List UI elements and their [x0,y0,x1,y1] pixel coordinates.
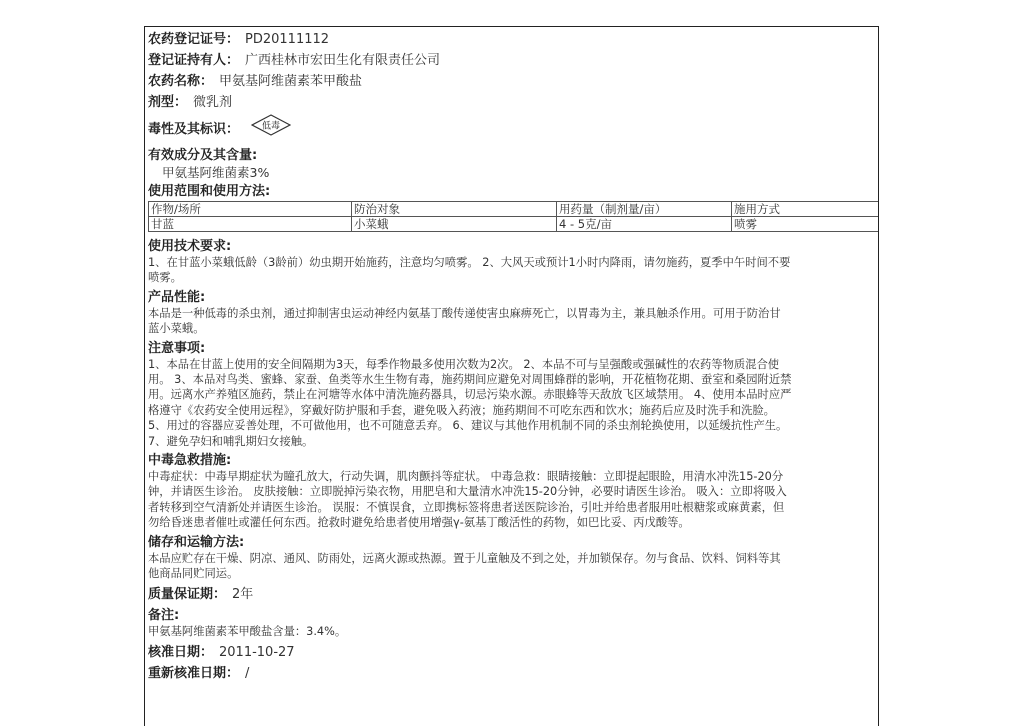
text-line: 5、用过的容器应妥善处理，不可做他用，也不可随意丢弃。 6、建议与其他作用机制不同的杀虫剂轮换使用，以延缓抗性产生。 [148,419,788,433]
approval-date-row [148,643,876,664]
low-toxicity-badge-icon [251,114,291,145]
formulation-label: 剂型： [148,95,188,110]
technical-requirements-heading: 使用技术要求: [148,239,232,254]
pesticide-name-label: 农药名称： [148,74,214,89]
usage-table-header-row [149,202,879,217]
text-line: 用。远离水产养殖区施药，禁止在河塘等水体中清洗施药器具，切忌污染水源。赤眼蜂等天敌放飞区域禁用。 4、使用本品时应严 [148,388,792,402]
usage-table [148,201,879,232]
text-line: 他商品同贮同运。 [148,567,239,581]
holder-value: 广西桂林市宏田生化有限责任公司 [245,53,441,68]
performance-heading: 产品性能: [148,289,206,305]
usage-header-method: 施用方式 [732,202,879,217]
text-line: 钟，并请医生诊治。 皮肤接触：立即脱掉污染衣物，用肥皂和大量清水冲洗15-20分钟，必要时请医生诊治。 吸入：立即将吸入 [148,485,787,499]
text-line: 蓝小菜蛾。 [148,322,205,336]
usage-header-crop: 作物/场所 [149,202,352,217]
shelf-life-value: 2年 [232,586,254,602]
precautions-text [148,357,876,449]
first-aid-text [148,469,876,531]
remarks-heading: 备注: [148,607,180,623]
technical-requirements-text [148,255,876,286]
usage-header-target: 防治对象 [352,202,557,217]
text-line: 本品应贮存在干燥、阴凉、通风、防雨处，远离火源或热源。置于儿童触及不到之处，并加锁保存。勿与食品、饮料、饲料等其 [148,551,781,565]
usage-header-dosage: 用药量（制剂量/亩） [557,202,732,217]
text-line: 格遵守《农药安全使用远程》，穿戴好防护服和手套，避免吸入药液；施药期间不可吃东西和饮水；施药后应及时洗手和洗脸。 [148,403,775,417]
text-line: 1、本品在甘蓝上使用的安全间隔期为3天，每季作物最多使用次数为2次。 2、本品不可与呈强酸或强碱性的农药等物质混合使 [148,357,780,371]
label-document [144,26,879,726]
usage-table-row [149,217,879,232]
usage-heading: 使用范围和使用方法: [148,184,271,199]
first-aid-heading: 中毒急救措施: [148,453,232,469]
text-line: 勿给昏迷患者催吐或灌任何东西。抢救时避免给患者使用增强γ-氨基丁酸活性的药物，如巴比妥、丙戊酸等。 [148,516,690,530]
remarks-value: 甲氨基阿维菌素苯甲酸盐含量：3.4%。 [148,624,347,638]
toxicity-label: 毒性及其标识： [148,122,240,137]
active-ingredient-heading: 有效成分及其含量: [148,148,258,163]
holder-row [148,51,876,72]
text-line: 本品是一种低毒的杀虫剂，通过抑制害虫运动神经内氨基丁酸传递使害虫麻痹死亡，以胃毒为主，兼具触杀作用。可用于防治甘 [148,306,781,320]
text-line: 7、避免孕妇和哺乳期妇女接触。 [148,434,314,448]
precautions-heading: 注意事项: [148,340,206,356]
re-approval-date-row [148,664,876,685]
approval-date-value: 2011-10-27 [219,644,295,660]
usage-cell-dosage: 4 - 5克/亩 [557,217,732,232]
pesticide-name-value: 甲氨基阿维菌素苯甲酸盐 [219,74,363,89]
usage-cell-method: 喷雾 [732,217,879,232]
text-line: 1、在甘蓝小菜蛾低龄（3龄前）幼虫期开始施药，注意均匀喷雾。 2、大风天或预计1小时内降雨，请勿施药，夏季中午时间不要 [148,256,791,269]
formulation-row [148,93,876,114]
formulation-value: 微乳剂 [193,95,233,110]
registration-row [148,30,876,51]
storage-text [148,551,876,582]
performance-text [148,306,876,337]
usage-cell-crop: 甘蓝 [149,217,352,232]
storage-heading: 储存和运输方法: [148,534,245,550]
toxicity-row [148,114,876,144]
text-line: 者转移到空气清新处并请医生诊治。 误服：不慎误食，立即携标签将患者送医院诊治，引吐并给患者服用吐根糖浆或麻黄素，但 [148,500,785,514]
re-approval-date-label: 重新核准日期： [148,665,240,681]
text-line: 中毒症状：中毒早期症状为瞳孔放大，行动失调，肌肉颤抖等症状。 中毒急救：眼睛接触：立即提起眼睑，用清水冲洗15-20分 [148,470,784,484]
registration-label: 农药登记证号： [148,32,240,47]
toxicity-badge-text: 低毒 [262,121,281,132]
holder-label: 登记证持有人： [148,53,240,68]
shelf-life-row [148,585,876,606]
registration-value: PD20111112 [245,32,330,47]
active-ingredient-value: 甲氨基阿维菌素3% [162,165,270,180]
usage-cell-target: 小菜蛾 [352,217,557,232]
pesticide-name-row [148,72,876,93]
text-line: 用。 3、本品对鸟类、蜜蜂、家蚕、鱼类等水生生物有毒，施药期间应避免对周围蜂群的影响，开花植物花期、蚕室和桑园附近禁 [148,373,792,387]
text-line: 喷雾。 [148,271,182,285]
approval-date-label: 核准日期： [148,644,214,660]
re-approval-date-value: / [245,665,250,681]
shelf-life-label: 质量保证期： [148,586,227,602]
